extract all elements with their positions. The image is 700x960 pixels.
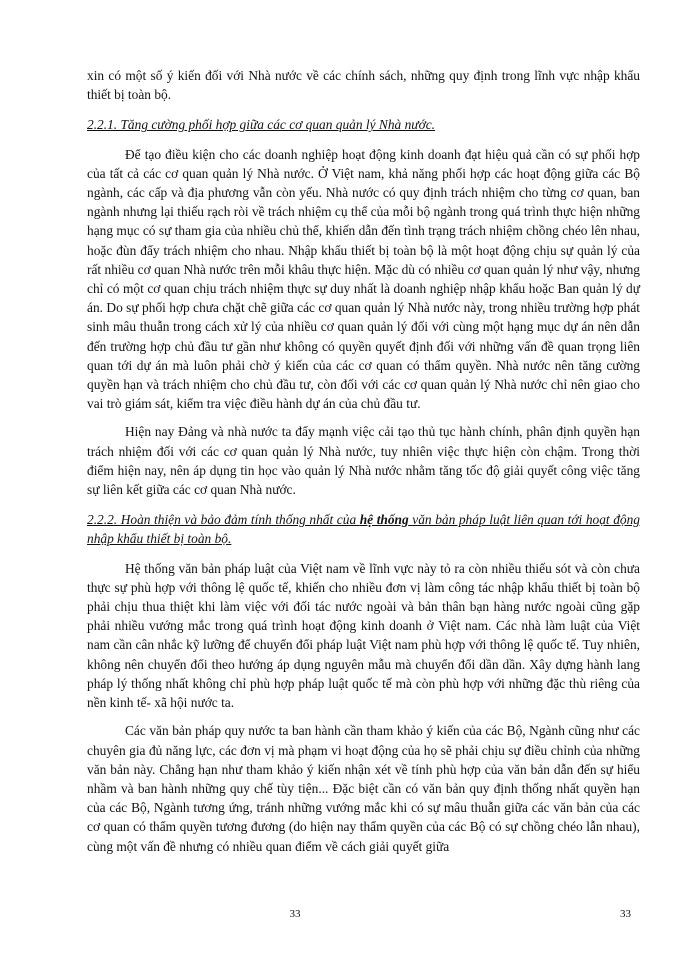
paragraph-continuation: xin có một số ý kiến đối với Nhà nước về các chính sách, những quy định trong lĩnh vực nhập khẩu thiết bị toàn bộ. <box>87 68 640 103</box>
page-number-right: 33 <box>620 908 631 920</box>
section-heading-2-2-2-part1: 2.2.2. Hoàn thiện và bảo đảm tính thống nhất của <box>87 512 360 528</box>
section-heading-2-2-1: 2.2.1. Tăng cường phối hợp giữa các cơ quan quản lý Nhà nước. <box>87 117 436 133</box>
document-body <box>87 66 640 856</box>
page-number-center: 33 <box>289 908 301 920</box>
paragraph-legal-system: Hệ thống văn bản pháp luật của Việt nam về lĩnh vực này tỏ ra còn nhiều thiếu sót và còn chưa thực sự phù hợp với thông lệ quốc tế, khiến cho nhiều đơn vị làm công tác nhập khẩu thiết bị toàn bộ phải chịu thua thiệt khi làm việc với đối tác nước ngoài và bản thân bạn hàng nước ngoài cũng gặp phải nhiều vướng mắc trong quá trình hoạt động kinh doanh ở Việt nam. Các nhà làm luật của Việt nam cần cân nhắc kỹ lưỡng để chuyển đổi pháp luật Việt nam phù hợp với thông lệ quốc tế. Tuy nhiên, không nên chuyển đổi theo hướng áp dụng nguyên mẫu mà chuyển đổi dần dần. Xây dựng hành lang pháp lý thống nhất không chỉ phù hợp pháp luật quốc tế mà còn phù hợp với những đặc thù riêng của nền kinh tế- xã hội nước ta. <box>87 560 640 711</box>
paragraph-regulations: Các văn bản pháp quy nước ta ban hành cần tham khảo ý kiến của các Bộ, Ngành cũng như các chuyên gia đủ năng lực, các đơn vị mà phạm vi hoạt động của họ sẽ phải chịu sự điều chỉnh của những văn bản này. Chẳng hạn như tham khảo ý kiến nhận xét về tính phù hợp của văn bản dẫn đến sự hiểu nhầm và ban hành những quy chế tùy tiện... Đặc biệt cần có văn bản quy định thống nhất quyền hạn của các Bộ, Ngành tương ứng, tránh những vướng mắc khi có sự mâu thuẫn giữa các văn bản của các cơ quan có thẩm quyền tương đương (do hiện nay thẩm quyền của các Bộ có sự chồng chéo lẫn nhau), cùng một vấn đề nhưng có nhiều quan điểm về cách giải quyết giữa <box>87 723 640 854</box>
section-heading-2-2-2-bold: hệ thống <box>359 512 409 528</box>
section-heading-2-2-2 <box>87 510 640 548</box>
paragraph-coordination: Để tạo điều kiện cho các doanh nghiệp hoạt động kinh doanh đạt hiệu quả cần có sự phối hợp của tất cả các cơ quan quản lý Nhà nước. Ở Việt nam, khả năng phối hợp các hoạt động giữa các Bộ ngành, các cấp và địa phương vẫn còn yếu. Nhà nước có quy định trách nhiệm cho từng cơ quan, ban ngành nhưng lại thiếu rạch ròi về trách nhiệm cụ thể của mỗi bộ ngành trong quá trình thực hiện những hạng mục có sự tham gia của nhiều chủ thể, khiến dẫn đến tình trạng trách nhiệm chồng chéo lên nhau, hoặc đùn đẩy trách nhiệm cho nhau. Nhập khẩu thiết bị toàn bộ là một hoạt động chịu sự quản lý của rất nhiều cơ quan Nhà nước trên mỗi khâu thực hiện. Mặc dù có nhiều cơ quan quản lý như vậy, nhưng chỉ có một cơ quan chịu trách nhiệm thực sự duy nhất là doanh nghiệp nhập khẩu hoặc Ban quản lý dự án. Do sự phối hợp chưa chặt chẽ giữa các cơ quan quản lý Nhà nước này, trong nhiều trường hợp phát sinh mâu thuẫn trong cách xử lý của nhiều cơ quan quản lý đối với cùng một hạng mục dự án nên dẫn đến trường hợp chủ đầu tư gần như không có quyền quyết định đối với những vấn đề quan trọng liên quan tới dự án mà luôn phải chờ ý kiến của các cơ quan có thẩm quyền. Nhà nước nên tăng cường quyền hạn và trách nhiệm cho chủ đầu tư, còn đối với các cơ quan quản lý Nhà nước chỉ nên giao cho vai trò giám sát, kiểm tra việc điều hành dự án của chủ đầu tư. <box>87 146 640 412</box>
paragraph-administrative-reform: Hiện nay Đảng và nhà nước ta đẩy mạnh việc cải tạo thủ tục hành chính, phân định quyền hạn trách nhiệm đối với các cơ quan quản lý Nhà nước, tuy nhiên việc thực hiện còn chậm. Trong thời điểm hiện nay, nên áp dụng tin học vào quản lý Nhà nước nhằm tăng tốc độ giải quyết công việc tăng sự liên kết giữa các cơ quan Nhà nước. <box>87 424 640 498</box>
section-heading-2-2-2-part2: văn bản pháp luật liên quan tới hoạt động nhập khẩu thiết bị toàn bộ. <box>87 512 640 547</box>
